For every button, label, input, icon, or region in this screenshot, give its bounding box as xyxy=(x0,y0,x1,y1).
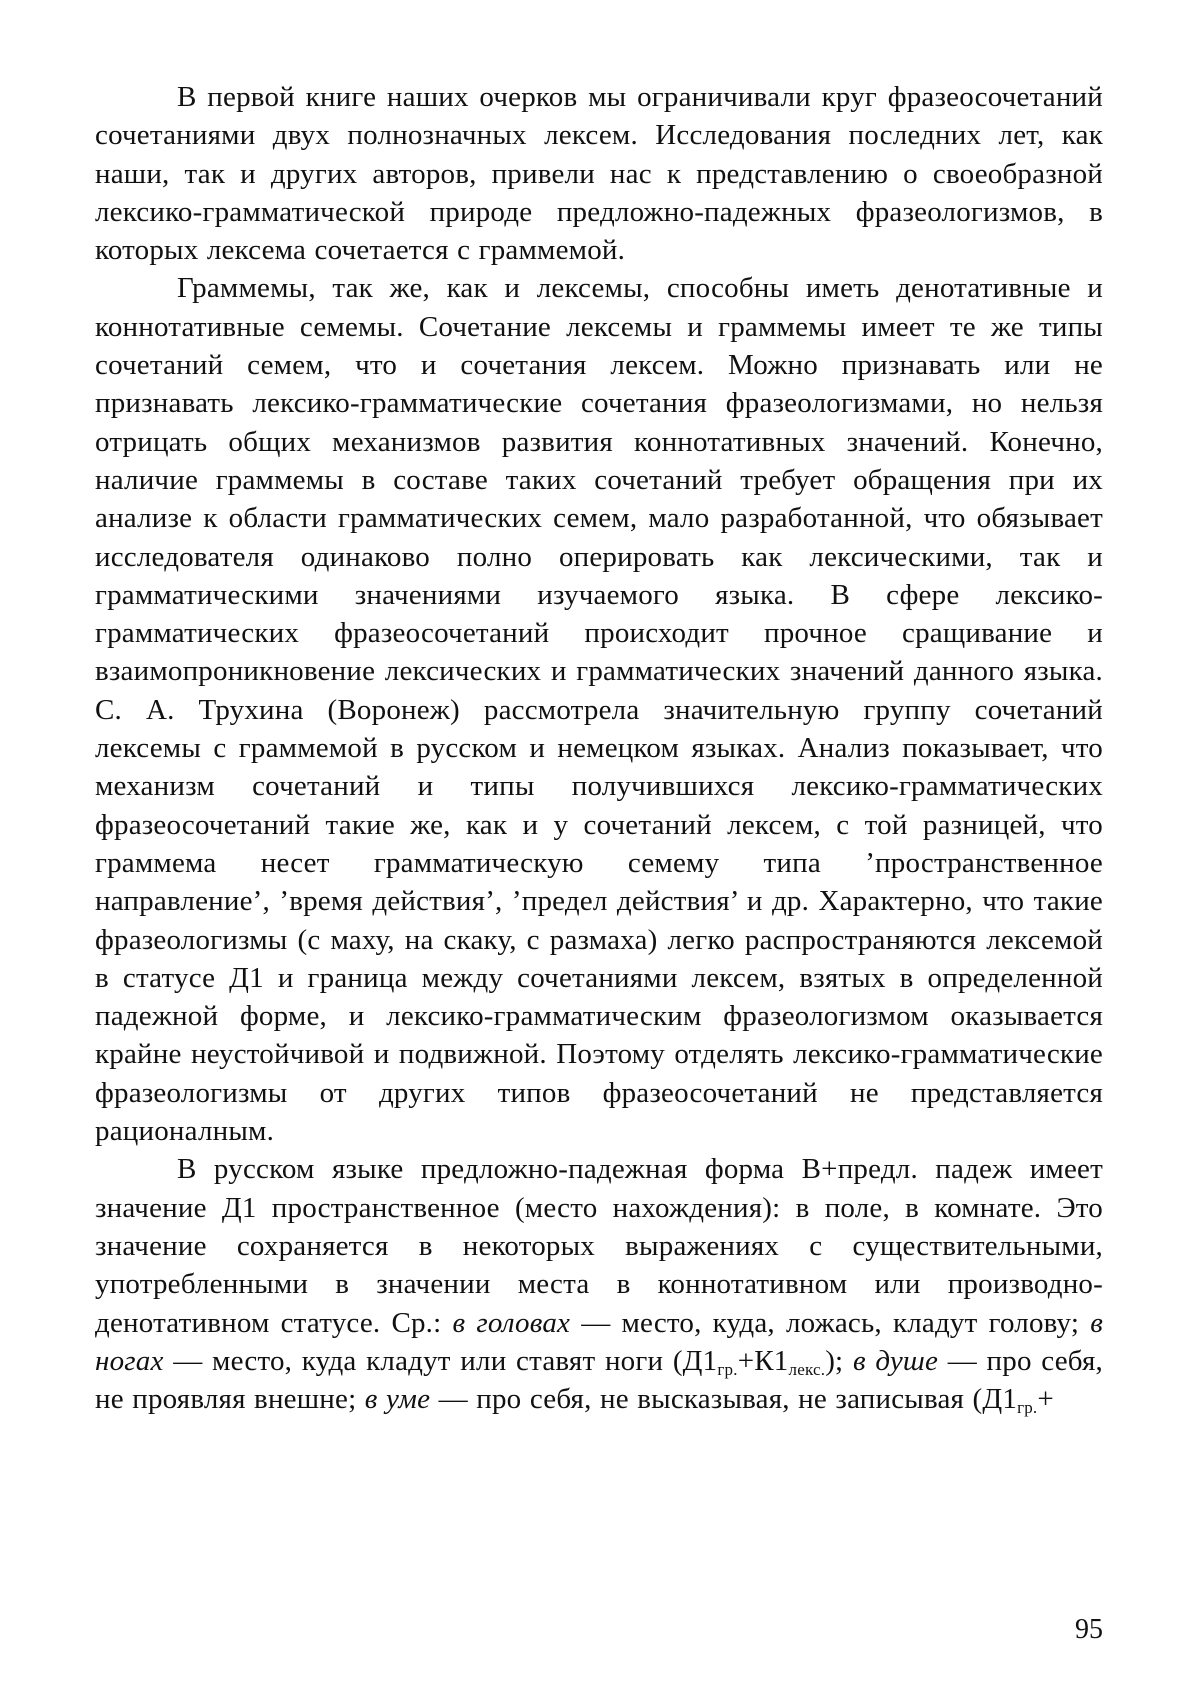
italic-example: в ногах xyxy=(95,1306,1104,1377)
italic-example: в головах xyxy=(452,1306,571,1339)
paragraph-1: В первой книге наших очерков мы ограничивали круг фразеосочетаний сочетаниями двух полнозначных лексем. Исследования последних лет, как наши, так и других авторов, привели нас к представлению о своеобразной лексико-грамматической природе предложно-падежных фразеологизмов, в которых лексема сочетается с граммемой. xyxy=(95,81,1103,267)
paragraph-2: Граммемы, так же, как и лексемы, способны иметь денотативные и коннотативные семемы. Сочетание лексемы и граммемы имеет те же типы сочетаний семем, что и сочетания лексем. Можно признавать или не признавать лексико-грамматические сочетания фразеологизмами, но нельзя отрицать общих механизмов развития коннотативных значений. Конечно, наличие граммемы в составе таких сочетаний требует обращения при их анализе к области грамматических семем, мало разработанной, что обязывает исследователя одинаково полно оперировать как лексическими, так и грамматическими значениями изучаемого языка. В сфере лексико-грамматических фразеосочетаний происходит прочное сращивание и взаимопроникновение лексических и грамматических значений данного языка. С. А. Трухина (Воронеж) рассмотрела значительную группу сочетаний лексемы с граммемой в русском и немецком языках. Анализ показывает, что механизм сочетаний и типы получившихся лексико-грамматических фразеосочетаний такие же, как и у сочетаний лексем, с той разницей, что граммема несет грамматическую семему типа ’пространственное направление’, ’время действия’, ’предел действия’ и др. Характерно, что такие фразеологизмы (с маху, на скаку, с размаха) легко распространяются лексемой в статусе Д1 и граница между сочетаниями лексем, взятых в определенной падежной форме, и лексико-грамматическим фразеологизмом оказывается крайне неустойчивой и подвижной. Поэтому отделять лексико-грамматические фразеологизмы от других типов фразеосочетаний не представляется рационалным. xyxy=(95,272,1103,1148)
text-run: +К1 xyxy=(737,1344,789,1377)
text-run: — место, куда, ложась, кладут голову; xyxy=(570,1306,1091,1339)
subscript: гр. xyxy=(717,1359,738,1379)
italic-example: в уме xyxy=(364,1383,431,1416)
italic-example: в душе xyxy=(852,1344,939,1377)
text-run: + xyxy=(1037,1383,1054,1416)
subscript: лекс. xyxy=(788,1359,826,1379)
page-number: 95 xyxy=(1075,1614,1103,1645)
text-run: — про себя, не высказывая, не записывая (Д1 xyxy=(430,1383,1018,1416)
book-page xyxy=(95,78,1103,1638)
text-run: — место, куда кладут или ставят ноги (Д1 xyxy=(163,1344,718,1377)
subscript: гр. xyxy=(1017,1398,1038,1418)
paragraph-3 xyxy=(95,1150,1103,1418)
text-run: ); xyxy=(825,1344,853,1377)
text-run: В русском языке предложно-падежная форма В+предл. падеж имеет значение Д1 пространственное (место нахождения): в поле, в комнате. Это значение сохраняется в некоторых выражениях с существительными, употребленными в значении места в коннотативном или производно-денотативном статусе. Ср.: xyxy=(95,1153,1103,1339)
text-run: — про себя, не проявляя внешне; xyxy=(95,1344,1103,1416)
